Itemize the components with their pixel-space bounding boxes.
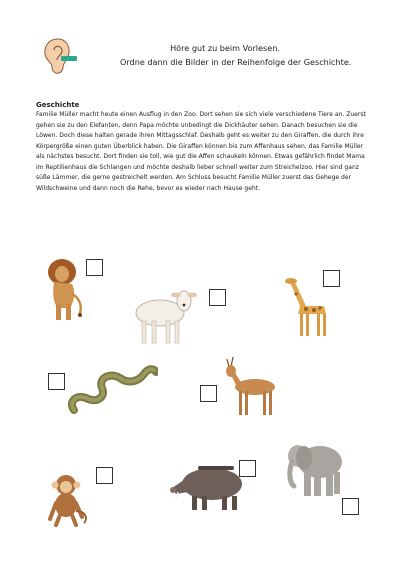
order-box-deer[interactable] [200,385,217,402]
order-box-lamb[interactable] [209,289,226,306]
story-title: Geschichte [36,101,80,109]
order-box-lion[interactable] [86,259,103,276]
ear-icon [38,36,78,76]
lamb-image [130,287,200,345]
elephant-image [284,438,344,500]
boar-image [170,462,248,512]
order-box-giraffe[interactable] [323,270,340,287]
lion-image [44,258,86,322]
order-box-boar[interactable] [239,460,256,477]
deer-image [219,355,279,417]
instruction-text [120,41,352,69]
instruction-line-1: Höre gut zu beim Vorlesen. [170,43,280,53]
story-text: Familie Müller macht heute einen Ausflug in den Zoo. Dort sehen sie sich viele verschiedene Tiere an. Zuerst gehen sie zu den Elefanten, denn Papa möchte unbedingt die Dickhäuter sehen. Danach besuchen sie die Löwen. Doch diese halten gerade ihren Mittagsschlaf. Deshalb geht es weiter zu den Giraffen, die durch ihre Körpergröße einen guten Überblick haben. Die Giraffen können bis zum Affenhaus sehen, das Familie Müller als nächstes besucht. Dort finden sie toll, wie gut die Affen schaukeln können. Etwas gefährlich findet Mama im Reptilienhaus die Schlangen und möchte deshalb lieber schnell weiter zum Streichelzoo. Hier sind ganz süße Lämmer, die gerne gestreichelt werden. Am Schluss besucht Familie Müller zuerst das Gehege der Wildschweine und dann noch die Rehe, bevor es wieder nach Hause geht. [36,111,366,192]
order-box-elephant[interactable] [342,498,359,515]
order-box-snake[interactable] [48,373,65,390]
snake-image [66,360,158,420]
monkey-image [46,473,90,527]
order-box-monkey[interactable] [96,467,113,484]
instruction-line-2: Ordne dann die Bilder in der Reihenfolge der Geschichte. [120,57,352,67]
